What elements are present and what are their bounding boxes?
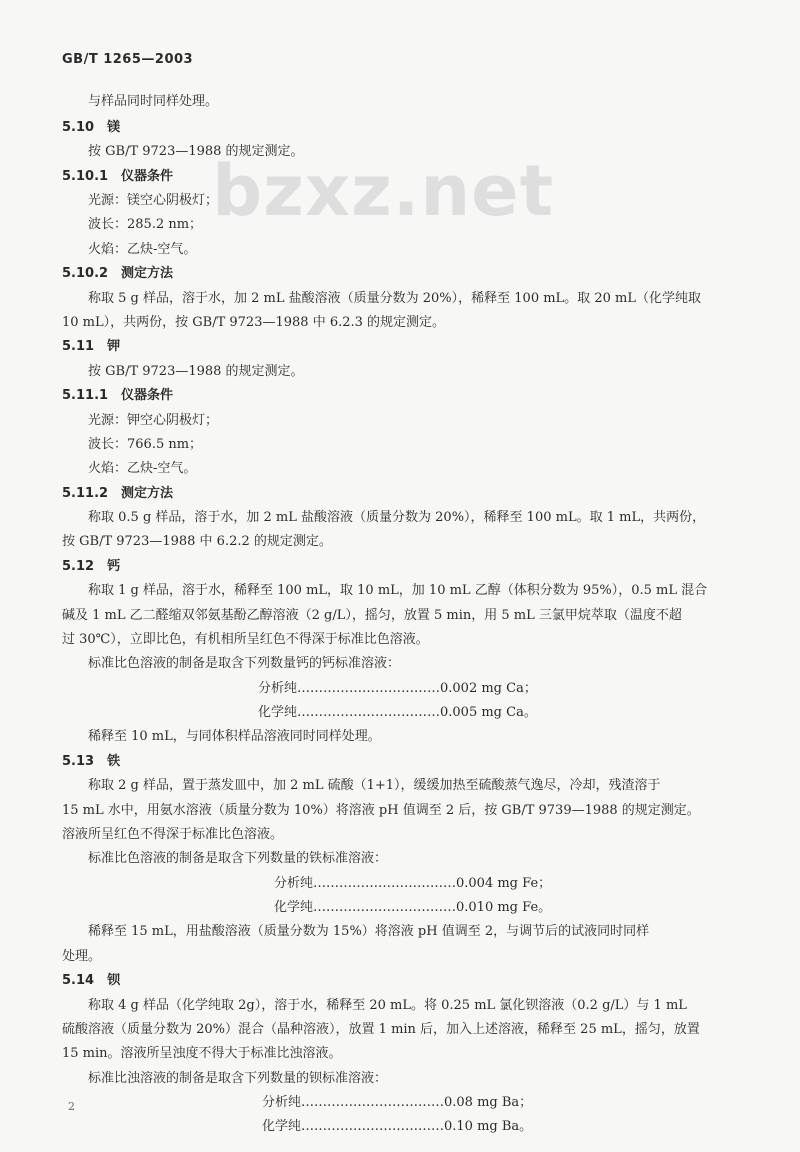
text-line: 称取 2 g 样品，置于蒸发皿中，加 2 mL 硫酸（1+1），缓缓加热至硫酸蒸气逸尽，冷却，残渣溶于	[88, 778, 661, 793]
text-line: 10 mL），共两份，按 GB/T 9723—1988 中 6.2.3 的规定测定。	[62, 315, 446, 330]
text-line: 15 mL 水中，用氨水溶液（质量分数为 10%）将溶液 pH 值调至 2 后，按 GB/T 9739—1988 的规定测定。	[62, 803, 700, 818]
text-line: 按 GB/T 9723—1988 中 6.2.2 的规定测定。	[62, 534, 332, 549]
text-line: 称取 5 g 样品，溶于水，加 2 mL 盐酸溶液（质量分数为 20%），稀释至 100 mL。取 20 mL（化学纯取	[88, 291, 701, 306]
section-heading: 5.13 铁	[62, 754, 121, 769]
section-heading: 5.10 镁	[62, 120, 121, 135]
page-number: 2	[68, 1100, 75, 1113]
text-line: 硫酸溶液（质量分数为 20%）混合（晶种溶液），放置 1 min 后，加入上述溶液，稀释至 25 mL，摇匀，放置	[62, 1022, 700, 1037]
text-line: 溶液所呈红色不得深于标准比色溶液。	[62, 827, 284, 842]
section-heading: 5.11 钾	[62, 339, 121, 354]
section-heading: 5.10.1 仪器条件	[62, 169, 174, 184]
text-line: 稀释至 15 mL，用盐酸溶液（质量分数为 15%）将溶液 pH 值调至 2，与调节后的试液同时同样	[88, 924, 650, 939]
standard-header: GB/T 1265—2003	[62, 52, 194, 67]
watermark: bzxz.net	[212, 150, 555, 232]
text-line: 标准比色溶液的制备是取含下列数量的铁标准溶液：	[88, 851, 388, 866]
text-line: 火焰：乙炔-空气。	[88, 461, 197, 476]
text-line: 与样品同时同样处理。	[88, 94, 219, 109]
text-line: 光源：镁空心阴极灯；	[88, 193, 219, 208]
text-line: 分析纯……………………………0.08 mg Ba；	[262, 1095, 533, 1110]
text-line: 稀释至 10 mL，与同体积样品溶液同时同样处理。	[88, 729, 381, 744]
text-line: 分析纯……………………………0.002 mg Ca；	[258, 681, 537, 696]
text-line: 化学纯……………………………0.10 mg Ba。	[262, 1119, 533, 1134]
section-heading: 5.11.2 测定方法	[62, 486, 174, 501]
text-line: 波长：766.5 nm；	[88, 437, 203, 452]
section-heading: 5.14 钡	[62, 973, 121, 988]
text-line: 波长：285.2 nm；	[88, 217, 203, 232]
text-line: 火焰：乙炔-空气。	[88, 242, 197, 257]
text-line: 分析纯……………………………0.004 mg Fe；	[274, 876, 552, 891]
text-line: 化学纯……………………………0.005 mg Ca。	[258, 705, 537, 720]
text-line: 称取 1 g 样品，溶于水，稀释至 100 mL，取 10 mL，加 10 mL 乙醇（体积分数为 95%），0.5 mL 混合	[88, 583, 708, 598]
text-line: 处理。	[62, 949, 102, 964]
section-heading: 5.12 钙	[62, 559, 121, 574]
text-line: 标准比色溶液的制备是取含下列数量钙的钙标准溶液：	[88, 656, 401, 671]
text-line: 15 min。溶液所呈浊度不得大于标准比浊溶液。	[62, 1046, 342, 1061]
section-heading: 5.11.1 仪器条件	[62, 388, 174, 403]
text-line: 标准比浊溶液的制备是取含下列数量的钡标准溶液：	[88, 1071, 388, 1086]
text-line: 化学纯……………………………0.010 mg Fe。	[274, 900, 552, 915]
text-line: 光源：钾空心阴极灯；	[88, 413, 219, 428]
text-line: 按 GB/T 9723—1988 的规定测定。	[88, 364, 304, 379]
text-line: 称取 0.5 g 样品，溶于水，加 2 mL 盐酸溶液（质量分数为 20%），稀释至 100 mL。取 1 mL，共两份，	[88, 510, 706, 525]
text-line: 碱及 1 mL 乙二醛缩双邻氨基酚乙醇溶液（2 g/L），摇匀，放置 5 min，用 5 mL 三氯甲烷萃取（温度不超	[62, 608, 682, 623]
text-line: 过 30℃），立即比色，有机相所呈红色不得深于标准比色溶液。	[62, 632, 429, 647]
section-heading: 5.10.2 测定方法	[62, 266, 174, 281]
text-line: 按 GB/T 9723—1988 的规定测定。	[88, 144, 304, 159]
text-line: 称取 4 g 样品（化学纯取 2g），溶于水，稀释至 20 mL。将 0.25 mL 氯化钡溶液（0.2 g/L）与 1 mL	[88, 998, 687, 1013]
